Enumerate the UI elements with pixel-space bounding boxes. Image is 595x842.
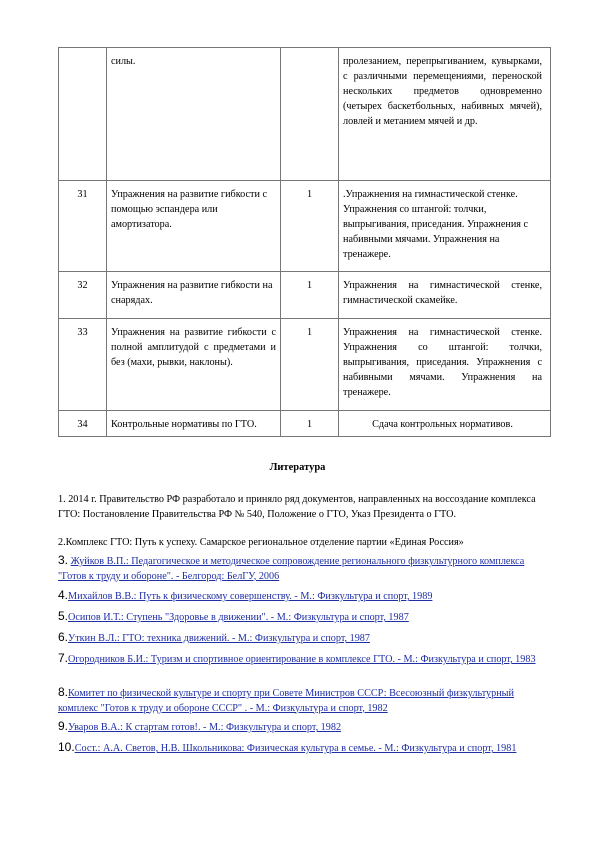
row-description: пролезанием, перепрыгиванием, кувырками, с различными перемещениями, переноской нескольких предметов одновременно (четырех баскетбольных, набивных мячей), ловлей и метанием мячей и др. — [339, 48, 551, 181]
literature-item: 1. 2014 г. Правительство РФ разработало и приняло ряд документов, направленных на воссоздание комплекса ГТО: Постановление Правительства РФ № 540, Положение о ГТО, Указ Президента о ГТО. — [58, 494, 536, 520]
reference-item — [58, 609, 548, 626]
reference-link[interactable]: Комитет по физической культуре и спорту при Совете Министров СССР: Всесоюзный физкультурный комплекс "Готов к труду и обороне СССР" . - М.: Физкультура и спорт, 1982 — [58, 688, 514, 714]
row-theme: Упражнения на развитие гибкости с полной амплитудой с предметами и без (махи, рывки, наклоны). — [107, 319, 281, 411]
row-theme: Упражнения на развитие гибкости с помощью эспандера или амортизатора. — [107, 181, 281, 272]
program-table — [58, 47, 551, 437]
table-row — [59, 319, 551, 411]
reference-item — [58, 740, 548, 757]
reference-number: 9. — [58, 719, 69, 733]
row-number: 32 — [59, 272, 107, 319]
row-description: Упражнения на гимнастической стенке. Упражнения со штангой: толчки, выпрыгивания, приседания. Упражнения с набивными мячами. Упражнения на тренажере. — [339, 319, 551, 411]
reference-number: 8. — [58, 685, 69, 699]
row-description: .Упражнения на гимнастической стенке. Упражнения со штангой: толчки, выпрыгивания, приседания. Упражнения с набивными мячами. Упражнения на тренажере. — [339, 181, 551, 272]
row-hours: 1 — [281, 319, 339, 411]
reference-item — [58, 651, 548, 668]
reference-link[interactable]: Жуйков В.П.: Педагогическое и методическое сопровождение регионального физкультурного комплекса "Готов к труду и обороне". - Белгород: БелГУ, 2006 — [58, 556, 525, 582]
reference-item — [58, 630, 548, 647]
row-theme: силы. — [107, 48, 281, 181]
reference-number: 3. — [58, 553, 69, 567]
literature-title: Литература — [269, 462, 326, 473]
reference-number: 6. — [58, 630, 69, 644]
reference-link[interactable]: Сост.: А.А. Светов, Н.В. Школьникова: Физическая культура в семье. - М.: Физкультура и спорт, 1981 — [74, 743, 517, 754]
reference-item — [58, 588, 548, 605]
reference-item — [58, 685, 548, 716]
literature-item: 2.Комплекс ГТО: Путь к успеху. Самарское региональное отделение партии «Единая Россия» — [58, 537, 464, 548]
reference-number: 7. — [58, 651, 69, 665]
table-row — [59, 181, 551, 272]
reference-number: 5. — [58, 609, 69, 623]
reference-link[interactable]: Огородников Б.И.: Туризм и спортивное ориентирование в комплексе ГТО. - М.: Физкультура и спорт, 1983 — [68, 654, 536, 665]
row-number: 34 — [59, 411, 107, 437]
row-hours: 1 — [281, 181, 339, 272]
reference-number: 4. — [58, 588, 69, 602]
reference-link[interactable]: Уваров В.А.: К стартам готов!. - М.: Физкультура и спорт, 1982 — [68, 722, 342, 733]
reference-item — [58, 719, 548, 736]
row-description: Упражнения на гимнастической стенке, гимнастической скамейке. — [339, 272, 551, 319]
row-theme: Контрольные нормативы по ГТО. — [107, 411, 281, 437]
reference-link[interactable]: Уткин В.Л.: ГТО: техника движений. - М.: Физкультура и спорт, 1987 — [68, 633, 370, 644]
table-row — [59, 272, 551, 319]
row-hours — [281, 48, 339, 181]
row-theme: Упражнения на развитие гибкости на снарядах. — [107, 272, 281, 319]
row-hours: 1 — [281, 411, 339, 437]
row-number — [59, 48, 107, 181]
row-number: 31 — [59, 181, 107, 272]
reference-link[interactable]: Осипов И.Т.: Ступень "Здоровье в движении". - М.: Физкультура и спорт, 1987 — [68, 612, 409, 623]
table-row — [59, 48, 551, 181]
row-number: 33 — [59, 319, 107, 411]
reference-item — [58, 553, 548, 584]
reference-number: 10. — [58, 740, 75, 754]
row-description: Сдача контрольных нормативов. — [339, 411, 551, 437]
table-row — [59, 411, 551, 437]
row-hours: 1 — [281, 272, 339, 319]
reference-link[interactable]: Михайлов В.В.: Путь к физическому совершенству. - М.: Физкультура и спорт, 1989 — [68, 591, 433, 602]
